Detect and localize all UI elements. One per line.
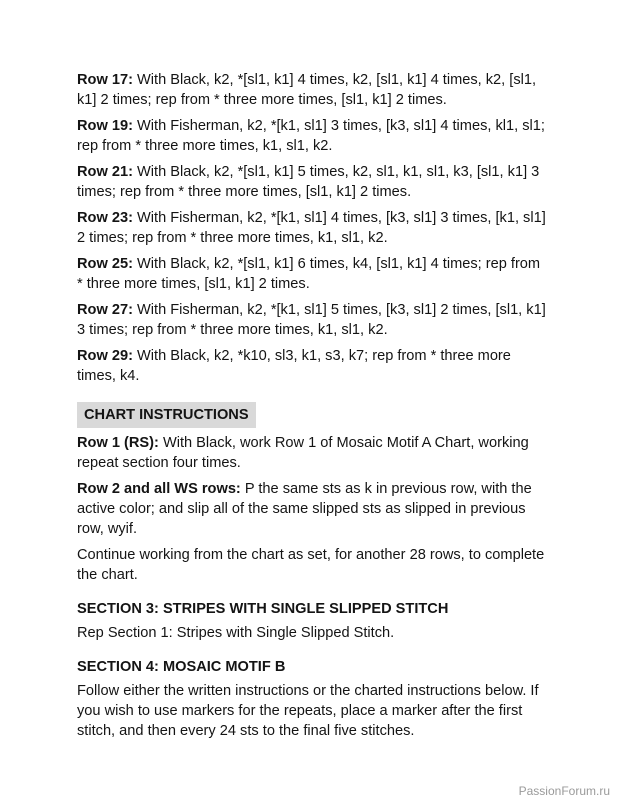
row-text: With Black, k2, *k10, sl3, k1, s3, k7; rep from * three more times, k4. [77, 348, 511, 384]
chart-continue-text: Continue working from the chart as set, for another 28 rows, to complete the chart. [77, 547, 545, 583]
row-21 [77, 162, 547, 202]
section-4-title: SECTION 4: MOSAIC MOTIF B [77, 659, 286, 675]
row-text: With Black, k2, *[sl1, k1] 4 times, k2, [sl1, k1] 4 times, k2, [sl1, k1] 2 times; rep from * three more times, [sl1, k1] 2 times. [77, 72, 537, 108]
row-text: With Fisherman, k2, *[k1, sl1] 3 times, [k3, sl1] 4 times, kl1, sl1; rep from * three more times, k1, sl1, k2. [77, 118, 545, 154]
chart-row-2 [77, 479, 547, 539]
row-instructions [77, 70, 547, 386]
row-29 [77, 346, 547, 386]
row-23 [77, 208, 547, 248]
row-25 [77, 254, 547, 294]
row-text: With Black, k2, *[sl1, k1] 5 times, k2, sl1, k1, sl1, k3, [sl1, k1] 3 times; rep from * three more times, [sl1, k1] 2 times. [77, 164, 540, 200]
row-text: With Fisherman, k2, *[k1, sl1] 5 times, [k3, sl1] 2 times, [sl1, k1] 3 times; rep from * three more times, k1, sl1, k2. [77, 302, 546, 338]
section-4-text: Follow either the written instructions or the charted instructions below. If you wish to use markers for the repeats, place a marker after the first stitch, and then every 24 sts to the final five stitches. [77, 683, 539, 739]
row-19 [77, 116, 547, 156]
chart-row-1-text: With Black, work Row 1 of Mosaic Motif A Chart, working repeat section four times. [77, 435, 529, 471]
chart-row-1 [77, 433, 547, 473]
row-label: Row 17: [77, 72, 133, 88]
chart-row-1-label: Row 1 (RS): [77, 435, 159, 451]
row-label: Row 27: [77, 302, 133, 318]
row-label: Row 25: [77, 256, 133, 272]
row-text: With Black, k2, *[sl1, k1] 6 times, k4, [sl1, k1] 4 times; rep from * three more times, [sl1, k1] 2 times. [77, 256, 541, 292]
row-27 [77, 300, 547, 340]
row-17 [77, 70, 547, 110]
chart-instructions-heading: CHART INSTRUCTIONS [77, 402, 256, 428]
chart-row-2-label: Row 2 and all WS rows: [77, 481, 241, 497]
watermark: PassionForum.ru [518, 784, 610, 798]
row-label: Row 21: [77, 164, 133, 180]
row-text: With Fisherman, k2, *[k1, sl1] 4 times, [k3, sl1] 3 times, [k1, sl1] 2 times; rep from * three more times, k1, sl1, k2. [77, 210, 546, 246]
row-label: Row 19: [77, 118, 133, 134]
section-3-text: Rep Section 1: Stripes with Single Slipped Stitch. [77, 625, 395, 641]
section-3-title: SECTION 3: STRIPES WITH SINGLE SLIPPED STITCH [77, 601, 449, 617]
chart-row-2-text: P the same sts as k in previous row, with the active color; and slip all of the same slipped sts as slipped in previous row, wyif. [77, 481, 532, 537]
document-page [77, 70, 547, 747]
row-label: Row 29: [77, 348, 133, 364]
row-label: Row 23: [77, 210, 133, 226]
